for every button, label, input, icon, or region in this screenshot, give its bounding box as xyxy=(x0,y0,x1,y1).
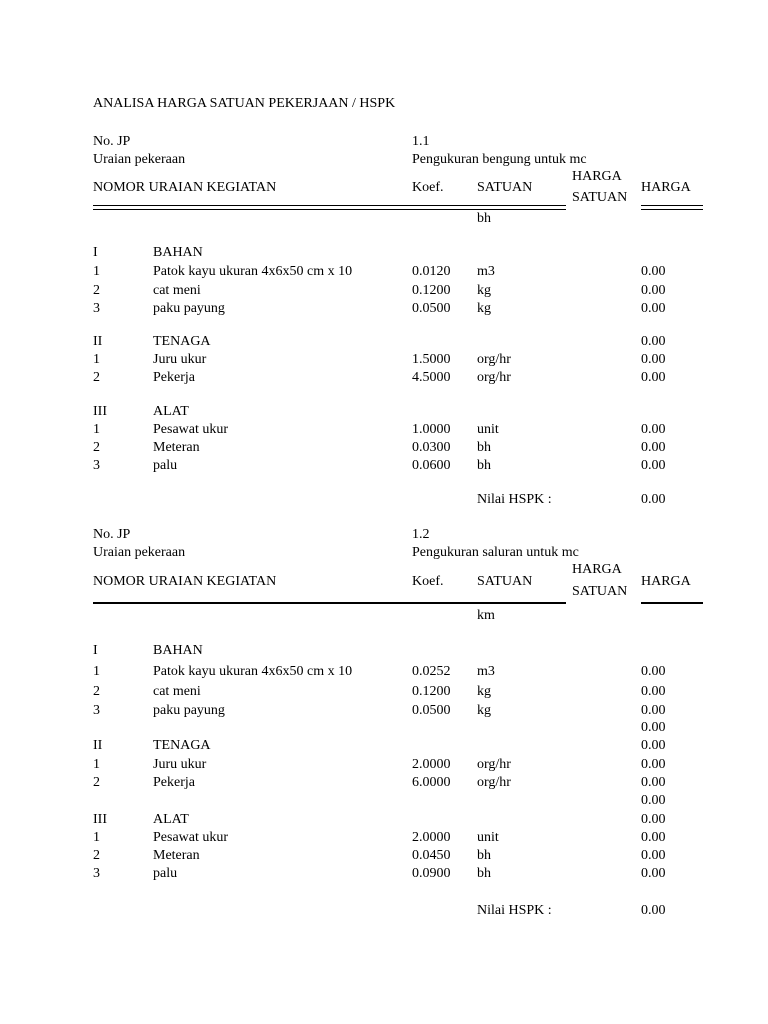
row-number: 3 xyxy=(93,866,100,881)
row-koef: 0.0500 xyxy=(412,703,451,718)
group-name: TENAGA xyxy=(153,334,211,349)
group-number: I xyxy=(93,643,98,658)
row-satuan: bh xyxy=(477,866,491,881)
header-nomor-uraian: NOMOR URAIAN KEGIATAN xyxy=(93,574,277,589)
row-harga: 0.00 xyxy=(641,352,666,367)
header-harga-satuan-line1: HARGA xyxy=(572,562,622,577)
row-number: 1 xyxy=(93,664,100,679)
row-satuan: m3 xyxy=(477,264,495,279)
header-nomor-uraian: NOMOR URAIAN KEGIATAN xyxy=(93,180,277,195)
row-number: 2 xyxy=(93,848,100,863)
no-jp-value: 1.2 xyxy=(412,527,430,542)
row-number: 2 xyxy=(93,775,100,790)
row-satuan: kg xyxy=(477,283,491,298)
row-harga: 0.00 xyxy=(641,757,666,772)
header-rule-harga-bottom xyxy=(641,209,703,210)
row-koef: 4.5000 xyxy=(412,370,451,385)
header-rule-top xyxy=(93,205,566,206)
header-rule-bottom xyxy=(93,209,566,210)
row-harga: 0.00 xyxy=(641,866,666,881)
nilai-hspk-label: Nilai HSPK : xyxy=(477,492,552,507)
row-koef: 0.0500 xyxy=(412,301,451,316)
row-koef: 0.0600 xyxy=(412,458,451,473)
row-number: 1 xyxy=(93,422,100,437)
unit-label: bh xyxy=(477,211,491,226)
unit-label: km xyxy=(477,608,495,623)
row-koef: 6.0000 xyxy=(412,775,451,790)
row-satuan: org/hr xyxy=(477,352,511,367)
row-number: 2 xyxy=(93,283,100,298)
row-number: 3 xyxy=(93,301,100,316)
row-koef: 1.5000 xyxy=(412,352,451,367)
group-number: I xyxy=(93,245,98,260)
group-total: 0.00 xyxy=(641,334,666,349)
row-satuan: org/hr xyxy=(477,757,511,772)
row-satuan: kg xyxy=(477,301,491,316)
row-number: 1 xyxy=(93,264,100,279)
group-name: TENAGA xyxy=(153,738,211,753)
row-satuan: bh xyxy=(477,458,491,473)
row-description: paku payung xyxy=(153,703,225,718)
no-jp-value: 1.1 xyxy=(412,134,430,149)
row-description: Meteran xyxy=(153,440,200,455)
header-harga-satuan-line2: SATUAN xyxy=(572,190,628,205)
subtotal-value: 0.00 xyxy=(641,793,666,808)
header-harga-satuan-line1: HARGA xyxy=(572,169,622,184)
row-koef: 2.0000 xyxy=(412,830,451,845)
row-number: 2 xyxy=(93,440,100,455)
group-name: ALAT xyxy=(153,404,189,419)
row-number: 3 xyxy=(93,458,100,473)
row-harga: 0.00 xyxy=(641,264,666,279)
header-satuan: SATUAN xyxy=(477,180,533,195)
row-harga: 0.00 xyxy=(641,703,666,718)
row-number: 1 xyxy=(93,830,100,845)
row-number: 1 xyxy=(93,352,100,367)
uraian-value: Pengukuran bengung untuk mc xyxy=(412,152,587,167)
row-description: Patok kayu ukuran 4x6x50 cm x 10 xyxy=(153,664,353,679)
row-number: 2 xyxy=(93,684,100,699)
row-description: Pekerja xyxy=(153,370,195,385)
row-description: Meteran xyxy=(153,848,200,863)
row-harga: 0.00 xyxy=(641,830,666,845)
row-description: Pesawat ukur xyxy=(153,422,229,437)
subtotal-value: 0.00 xyxy=(641,720,666,735)
uraian-value: Pengukuran saluran untuk mc xyxy=(412,545,579,560)
group-number: II xyxy=(93,738,103,753)
row-satuan: m3 xyxy=(477,664,495,679)
row-number: 3 xyxy=(93,703,100,718)
row-satuan: bh xyxy=(477,848,491,863)
row-description: palu xyxy=(153,458,178,473)
row-harga: 0.00 xyxy=(641,775,666,790)
row-koef: 0.1200 xyxy=(412,283,451,298)
row-description: cat meni xyxy=(153,283,201,298)
nilai-hspk-value: 0.00 xyxy=(641,492,666,507)
row-number: 2 xyxy=(93,370,100,385)
group-total: 0.00 xyxy=(641,738,666,753)
row-description: cat meni xyxy=(153,684,201,699)
no-jp-label: No. JP xyxy=(93,134,131,149)
group-name: BAHAN xyxy=(153,643,203,658)
group-number: II xyxy=(93,334,103,349)
row-harga: 0.00 xyxy=(641,458,666,473)
row-koef: 2.0000 xyxy=(412,757,451,772)
row-satuan: kg xyxy=(477,684,491,699)
nilai-hspk-label: Nilai HSPK : xyxy=(477,903,552,918)
row-harga: 0.00 xyxy=(641,283,666,298)
row-koef: 0.0252 xyxy=(412,664,451,679)
row-satuan: org/hr xyxy=(477,370,511,385)
header-rule xyxy=(93,602,566,604)
row-koef: 0.0450 xyxy=(412,848,451,863)
header-koef: Koef. xyxy=(412,574,444,589)
row-satuan: org/hr xyxy=(477,775,511,790)
row-koef: 1.0000 xyxy=(412,422,451,437)
row-satuan: bh xyxy=(477,440,491,455)
row-satuan: unit xyxy=(477,422,499,437)
header-harga-satuan-line2: SATUAN xyxy=(572,584,628,599)
row-koef: 0.0120 xyxy=(412,264,451,279)
document-title: ANALISA HARGA SATUAN PEKERJAAN / HSPK xyxy=(93,96,396,111)
group-name: BAHAN xyxy=(153,245,203,260)
row-description: Juru ukur xyxy=(153,757,207,772)
row-description: palu xyxy=(153,866,178,881)
header-rule-harga xyxy=(641,602,703,604)
no-jp-label: No. JP xyxy=(93,527,131,542)
row-harga: 0.00 xyxy=(641,664,666,679)
group-name: ALAT xyxy=(153,812,189,827)
nilai-hspk-value: 0.00 xyxy=(641,903,666,918)
header-satuan: SATUAN xyxy=(477,574,533,589)
header-koef: Koef. xyxy=(412,180,444,195)
group-number: III xyxy=(93,812,107,827)
row-harga: 0.00 xyxy=(641,301,666,316)
row-harga: 0.00 xyxy=(641,440,666,455)
row-description: paku payung xyxy=(153,301,225,316)
row-harga: 0.00 xyxy=(641,422,666,437)
row-satuan: kg xyxy=(477,703,491,718)
row-koef: 0.0900 xyxy=(412,866,451,881)
uraian-label: Uraian pekeraan xyxy=(93,545,186,560)
header-harga: HARGA xyxy=(641,574,691,589)
row-harga: 0.00 xyxy=(641,848,666,863)
row-number: 1 xyxy=(93,757,100,772)
row-harga: 0.00 xyxy=(641,684,666,699)
row-satuan: unit xyxy=(477,830,499,845)
header-harga: HARGA xyxy=(641,180,691,195)
row-koef: 0.1200 xyxy=(412,684,451,699)
row-koef: 0.0300 xyxy=(412,440,451,455)
row-description: Patok kayu ukuran 4x6x50 cm x 10 xyxy=(153,264,353,279)
row-description: Juru ukur xyxy=(153,352,207,367)
header-rule-harga-top xyxy=(641,205,703,206)
uraian-label: Uraian pekeraan xyxy=(93,152,186,167)
group-total: 0.00 xyxy=(641,812,666,827)
row-description: Pesawat ukur xyxy=(153,830,229,845)
row-harga: 0.00 xyxy=(641,370,666,385)
group-number: III xyxy=(93,404,107,419)
row-description: Pekerja xyxy=(153,775,195,790)
